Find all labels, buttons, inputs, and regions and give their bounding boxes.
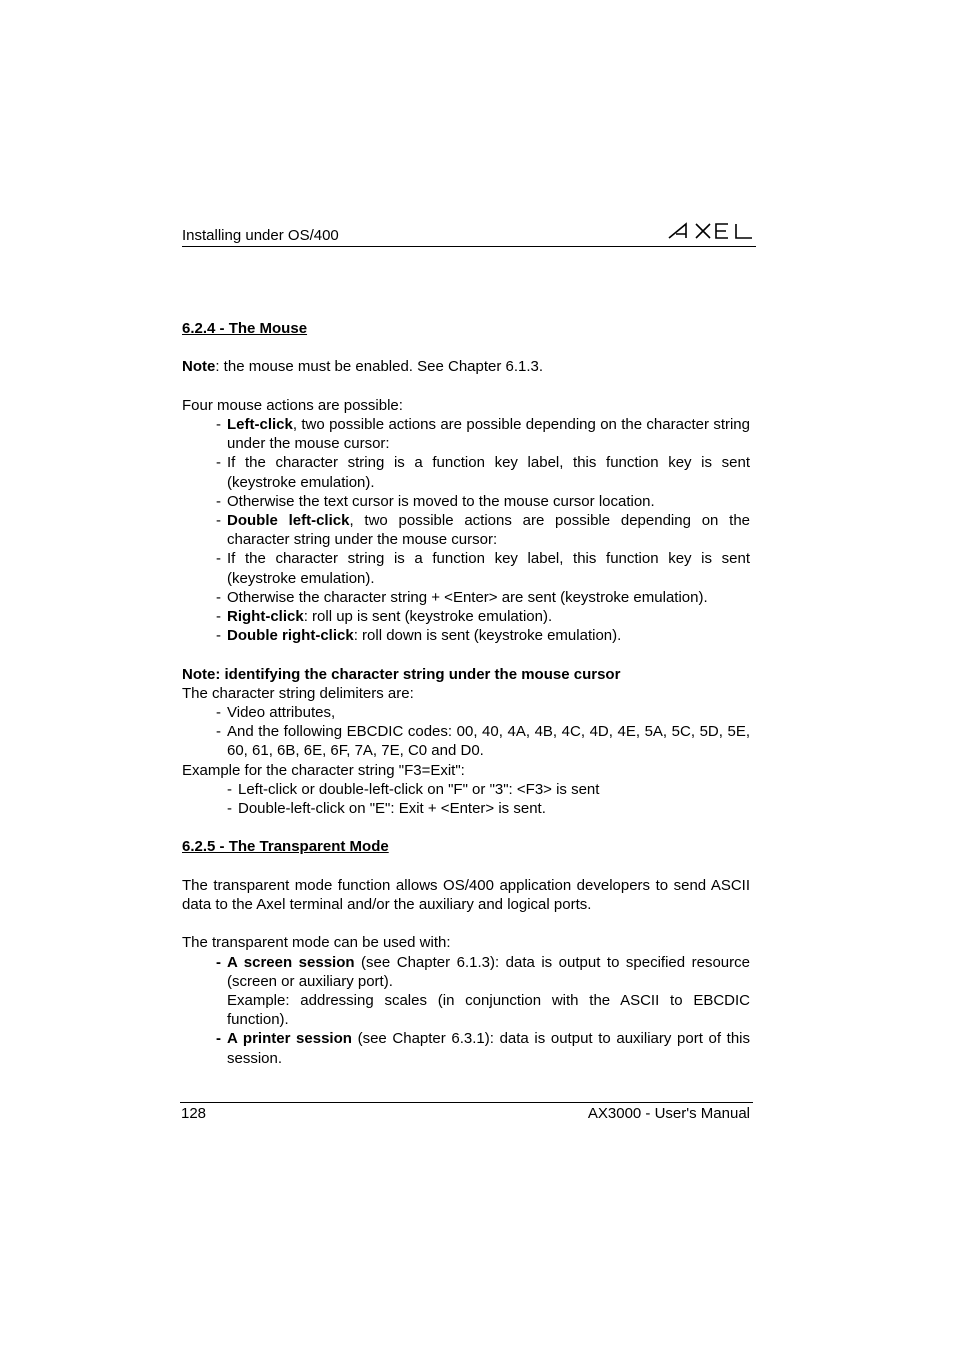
delimiters-intro: The character string delimiters are: xyxy=(182,684,414,702)
page-number: 128 xyxy=(181,1105,207,1122)
list-item: - Left-click or double-left-click on "F" or "3": <F3> is sent xyxy=(227,780,600,798)
note-heading: Note: identifying the character string under the mouse cursor xyxy=(182,665,621,683)
list-item: - A printer session (see Chapter 6.3.1): data is output to auxiliary port of this session. xyxy=(216,1030,751,1067)
note-label: Note xyxy=(182,358,216,376)
list-item: - Double-left-click on "E": Exit + <Enter> is sent. xyxy=(227,800,546,818)
mouse-intro: Four mouse actions are possible: xyxy=(182,396,403,414)
list-item: - And the following EBCDIC codes: 00, 40, 4A, 4B, 4C, 4D, 4E, 5A, 5C, 5D, 5E, 60, 61, 6B, 6E, 6F, 7A, 7E, C0 and D0. xyxy=(216,723,750,760)
list-item: - If the character string is a function key label, this function key is sent (keystroke emulation). xyxy=(216,454,750,491)
example-intro: Example for the character string "F3=Exit": xyxy=(182,761,465,779)
manual-title: AX3000 - User's Manual xyxy=(587,1105,750,1122)
mouse-note xyxy=(182,357,750,376)
page-content xyxy=(182,319,750,1068)
section-heading-mouse: 6.2.4 - The Mouse xyxy=(182,320,308,337)
list-item: - If the character string is a function key label, this function key is sent (keystroke emulation). xyxy=(216,550,750,587)
header-section-title: Installing under OS/400 xyxy=(182,226,339,244)
transparent-para2: The transparent mode can be used with: xyxy=(182,934,451,952)
list-item: - Right-click: roll up is sent (keystroke emulation). xyxy=(216,608,553,626)
list-item: - Video attributes, xyxy=(216,704,336,722)
list-item: - Double left-click, two possible actions are possible depending on the character string under the mouse cursor: xyxy=(216,512,751,549)
list-item: - Otherwise the text cursor is moved to the mouse cursor location. xyxy=(216,492,655,510)
list-item: - Left-click, two possible actions are possible depending on the character string under the mouse cursor: xyxy=(216,415,750,453)
note-text: : the mouse must be enabled. See Chapter 6.1.3. xyxy=(215,358,544,376)
page-header xyxy=(182,220,756,247)
list-item: - Double right-click: roll down is sent (keystroke emulation). xyxy=(216,627,622,645)
section-heading-transparent: 6.2.5 - The Transparent Mode xyxy=(182,838,389,856)
list-item: - A screen session (see Chapter 6.1.3): data is output to specified resource (screen or auxiliary port). xyxy=(216,953,750,990)
page-footer xyxy=(180,1102,753,1126)
list-item-example: Example: addressing scales (in conjunction with the ASCII to EBCDIC function). xyxy=(227,992,750,1029)
list-item: - Otherwise the character string + <Enter> are sent (keystroke emulation). xyxy=(216,588,708,606)
axel-logo xyxy=(668,222,754,245)
transparent-para1: The transparent mode function allows OS/400 application developers to send ASCII data to the Axel terminal and/or the auxiliary and logical ports. xyxy=(182,876,750,914)
